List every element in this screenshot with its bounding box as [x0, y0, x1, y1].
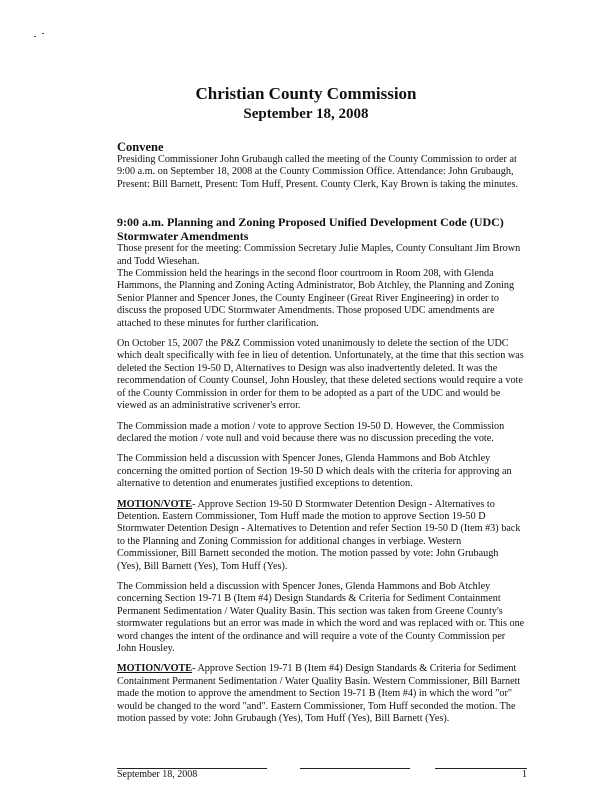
motion-2-paragraph — [117, 663, 525, 725]
document-title: Christian County Commission — [195, 84, 417, 103]
null-vote-paragraph: The Commission made a motion / vote to approve Section 19-50 D. However, the Commission declared the motion / vote null and void because there was no discussion preceding the vote. — [117, 420, 505, 444]
motion-1-label: MOTION/VOTE — [117, 498, 193, 510]
hearing-paragraph: The Commission held the hearings in the second floor courtroom in Room 208, with Glenda Hammons, the Planning and Zoning Acting Administrator, Bob Atchley, the Planning and Zoning Senior Planner and Spencer Jones, the County Engineer (Great River Engineering) in order to discuss the proposed UDC Stormwater Amendments. Those proposed UDC amendments are attached to these minutes for further clarification. — [117, 268, 515, 329]
agenda-item-section — [117, 215, 525, 490]
scan-speck — [34, 36, 36, 37]
scan-speck — [42, 33, 44, 34]
convene-text: Presiding Commissioner John Grubaugh called the meeting of the County Commission to order at 9:00 a.m. on September 18, 2008 at the County Commission Office. Attendance: John Grubaugh, Present: Bill Barnett, Present: Tom Huff, Present. County Clerk, Kay Brown is taking the minutes. — [117, 154, 518, 190]
motion-2-text: - Approve Section 19-71 B (Item #4) Design Standards & Criteria for Sediment Containment Permanent Sedimentation / Water Quality Basin. Western Commissioner, Bill Barnett made the motion to approve the amendment to Section 19-71 B (Item #4) in which the word "or" would be changed to the word "and". Eastern Commissioner, Tom Huff seconded the motion. The motion passed by vote: John Grubaugh (Yes), Tom Huff (Yes), Bill Barnett (Yes). — [117, 663, 521, 725]
motion-2-label: MOTION/VOTE — [117, 663, 193, 675]
document-date: September 18, 2008 — [243, 106, 369, 122]
page-number: 1 — [522, 769, 527, 780]
page-footer — [117, 769, 527, 783]
motion-1-paragraph — [117, 499, 525, 573]
document-body — [117, 140, 525, 733]
motion-1-text: - Approve Section 19-50 D Stormwater Detention Design - Alternatives to Detention. Eastern Commissioner, Tom Huff made the motion to approve Section 19-50 D Stormwater Detention Design - Alternatives to Detention and refer Section 19-50 D (Item #3) back to the Planning and Zoning Commission for additional changes in verbiage. Western Commissioner, Bill Barnett seconded the motion. The motion passed by vote: John Grubaugh (Yes), Bill Barnett (Yes), Tom Huff (Yes). — [117, 498, 521, 572]
convene-heading: Convene — [117, 140, 164, 154]
background-paragraph: On October 15, 2007 the P&Z Commission voted unanimously to delete the section of the UDC which dealt specifically with fee in lieu of detention. Unfortunately, at the time that this section was deleted the Section 19-50 D, Alternatives to Design was also inadvertently deleted. It was the recommendation of County Counsel, John Housley, that these deleted sections would require a vote of the County Commission in order for them to be adopted as a part of the UDC and would be viewed as an administrative scrivener's error. — [117, 338, 524, 412]
attendees-paragraph: Those present for the meeting: Commission Secretary Julie Maples, County Consultant Jim Brown and Todd Wiesehan. — [117, 243, 521, 267]
discussion-paragraph: The Commission held a discussion with Spencer Jones, Glenda Hammons and Bob Atchley concerning the omitted portion of Section 19-50 D which deals with the criteria for approving an alternative to detention and enumerates justified exceptions to detention. — [117, 453, 512, 490]
footer-date: September 18, 2008 — [117, 769, 198, 780]
discussion-2-paragraph: The Commission held a discussion with Spencer Jones, Glenda Hammons and Bob Atchley concerning Section 19-71 B (Item #4) Design Standards & Criteria for Sediment Containment Permanent Sedimentation / Water Quality Basin. This section was taken from Greene County's stormwater regulations but an error was made in which the word and was replaced with or. This one word changes the intent of the ordinance and will require a vote of the County Commission per John Housley. — [117, 580, 525, 654]
agenda-heading-line1: 9:00 a.m. Planning and Zoning Proposed Unified Development Code (UDC) — [117, 215, 504, 230]
section-spacer — [117, 199, 525, 215]
agenda-heading-line2: Stormwater Amendments — [117, 229, 249, 244]
convene-section — [117, 140, 525, 191]
